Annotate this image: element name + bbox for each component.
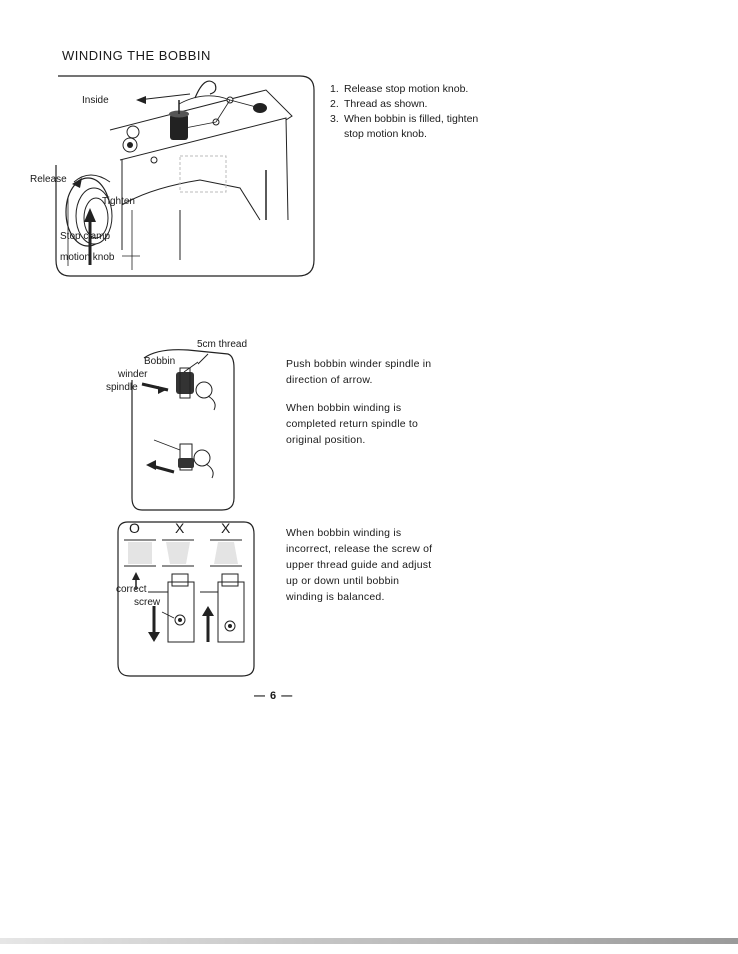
step-item: 3. When bobbin is filled, tighten stop motion knob. [330,113,479,140]
mark-correct: O [129,520,140,536]
section-title: WINDING THE BOBBIN [62,48,211,63]
page-number: — 6 — [254,690,294,702]
scan-edge [0,938,738,944]
step-item: 2. Thread as shown. [330,98,428,110]
label-winder: winder [118,369,148,380]
label-inside: Inside [82,95,109,106]
label-thread: 5cm thread [197,339,248,350]
label-correct: correct [116,584,147,595]
paragraph-incorrect: When bobbin winding is incorrect, release the screw of upper thread guide and adjust up or down until bobbin winding is balanced. [286,527,433,603]
label-release: Release [30,174,67,185]
step-item: 1. Release stop motion knob. [330,83,469,95]
label-motion-knob: motion knob [60,252,115,263]
label-spindle: spindle [106,382,138,393]
paragraph-push: Push bobbin winder spindle in direction of arrow. [286,358,432,386]
label-tighten: Tighten [102,196,135,207]
label-bobbin: Bobbin [144,356,176,367]
paragraph-return: When bobbin winding is completed return spindle to original position. [286,402,419,446]
mark-incorrect: X [175,520,185,536]
label-screw: screw [134,597,161,608]
steps-list [330,82,490,142]
label-stop-clamp: Stop clamp [60,231,111,242]
mark-incorrect: X [221,520,231,536]
